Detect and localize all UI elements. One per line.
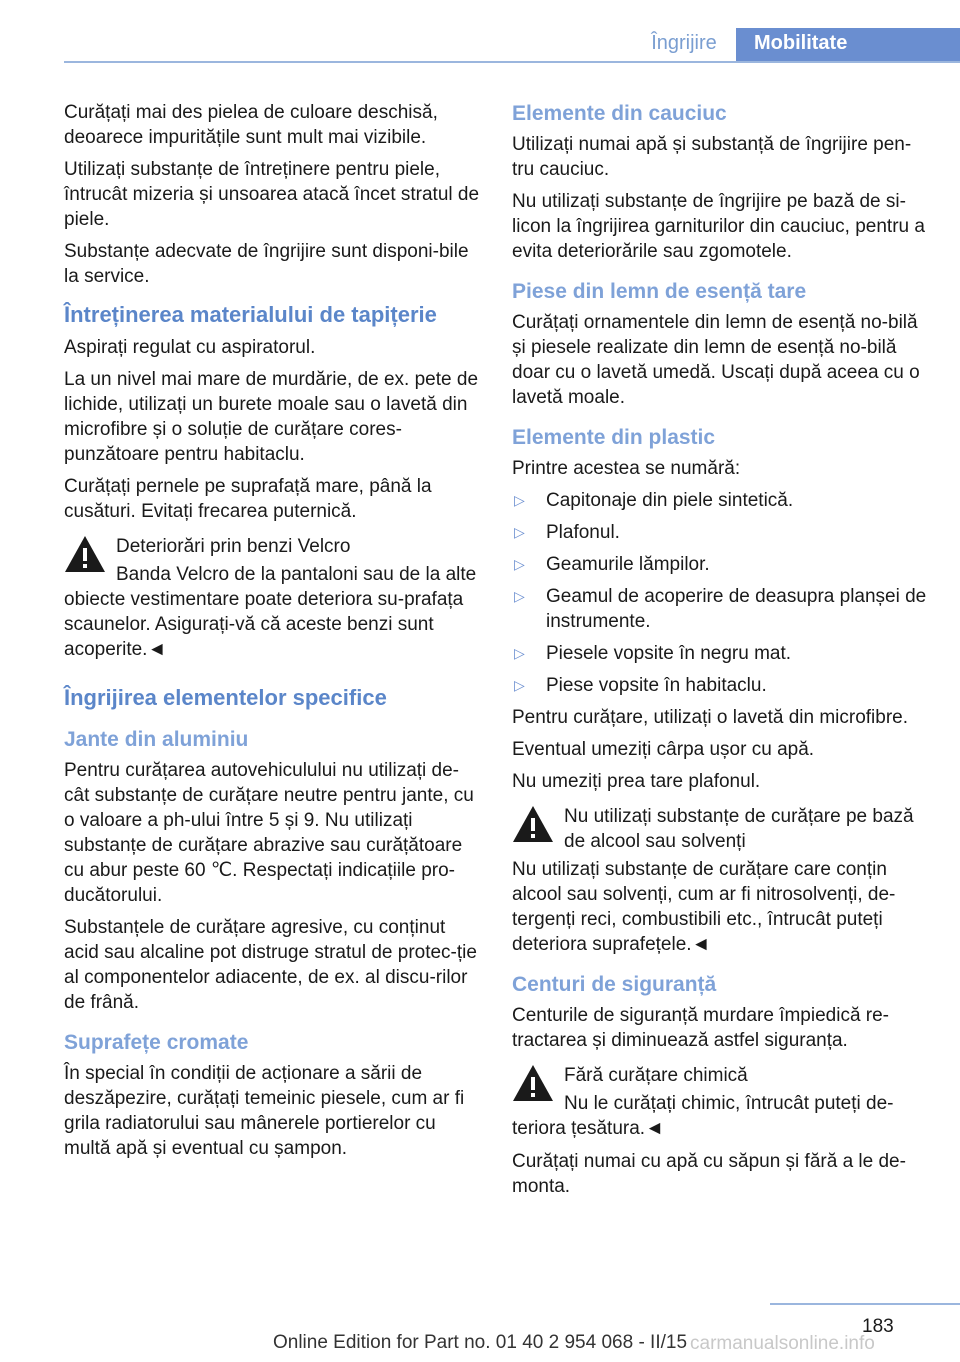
warning-block [64,534,482,662]
paragraph: Pentru curățare, utilizați o lavetă din microfibre. [512,707,909,728]
paragraph: Utilizați numai apă și substanță de îngrijire pen‐tru cauciuc. [512,134,912,180]
section-heading: Întreținerea materialului de tapițerie [64,302,437,327]
warning-title: Deteriorări prin benzi Velcro [116,536,351,557]
paragraph: Substanțe adecvate de îngrijire sunt disponi‐bile la service. [64,241,469,287]
paragraph: Eventual umeziți cârpa ușor cu apă. [512,739,815,760]
warning-body: Nu utilizați substanțe de curățare care conțin alcool sau solvenți, cum ar fi nitrosolvenți, de‐tergenți reci, combustibili etc., întrucât puteți deteriora suprafețele.◄ [512,859,896,955]
header-tab-mobilitate: Mobilitate [736,28,960,62]
warning-triangle-icon [512,1063,554,1103]
triangle-right-icon: ▷ [514,492,525,508]
subsection-heading: Jante din aluminiu [64,728,249,751]
warning-block [512,1063,930,1141]
list-item: ▷ Plafonul. [514,522,620,543]
section-heading: Îngrijirea elementelor specifice [64,685,387,710]
warning-triangle-icon [512,804,554,844]
header-rule [64,61,960,63]
paragraph: Curățați ornamentele din lemn de esență no‐bilă și piesele realizate din lemn de esență no‐bilă doar cu o lavetă umedă. Uscați după aceea cu o lavetă moale. [512,312,920,408]
warning-block [512,804,930,957]
watermark: carmanualsonline.info [690,1333,875,1354]
paragraph: Curățați numai cu apă cu săpun și fără a le de‐monta. [512,1151,906,1197]
triangle-right-icon: ▷ [514,556,525,572]
warning-body: Banda Velcro de la pantaloni sau de la alte obiecte vestimentare poate deteriora su‐prafața scaunelor. Asigurați-vă că aceste benzi sunt acoperite.◄ [64,564,477,660]
paragraph: Curățați pernele pe suprafață mare, până la cusături. Evitați frecarea puternică. [64,476,432,522]
right-column [512,100,930,1206]
page-number: 183 [862,1316,894,1337]
list-item: ▷ Piese vopsite în habitaclu. [514,675,767,696]
footer-rule [770,1303,960,1305]
paragraph: La un nivel mai mare de murdărie, de ex. pete de lichide, utilizați un burete moale sau o lavetă din microfibre și o soluție de curățare cores‐punzătoare pentru habitaclu. [64,369,479,465]
paragraph: Utilizați substanțe de întreținere pentru piele, întrucât mizeria și unsoarea atacă încet stratul de piele. [64,159,480,230]
subsection-heading: Elemente din plastic [512,426,716,449]
list-item: ▷ Capitonaje din piele sintetică. [514,490,794,511]
list-item: ▷ Piesele vopsite în negru mat. [514,643,792,664]
subsection-heading: Centuri de siguranță [512,973,717,996]
subsection-heading: Suprafețe cromate [64,1031,249,1054]
list-item: ▷ Geamul de acoperire de deasupra planșei de instrumente. [514,586,927,632]
warning-title: Fără curățare chimică [564,1065,748,1086]
triangle-right-icon: ▷ [514,588,525,604]
triangle-right-icon: ▷ [514,524,525,540]
paragraph: Curățați mai des pielea de culoare deschisă, deoarece impuritățile sunt mult mai vizibile. [64,102,438,148]
bullet-list [512,488,930,698]
triangle-right-icon: ▷ [514,677,525,693]
header-tab-ingrijire: Îngrijire [651,32,717,54]
paragraph: Centurile de siguranță murdare împiedică re‐tractarea și diminuează astfel siguranța. [512,1005,890,1051]
triangle-right-icon: ▷ [514,645,525,661]
warning-title: Nu utilizați substanțe de curățare pe bază de alcool sau solvenți [564,806,914,852]
edition-footer: Online Edition for Part no. 01 40 2 954 068 - II/15 [272,1332,688,1353]
warning-triangle-icon [64,534,106,574]
subsection-heading: Piese din lemn de esență tare [512,280,807,303]
warning-body: Nu le curățați chimic, întrucât puteți de‐teriora țesătura.◄ [512,1093,894,1139]
paragraph: În special în condiții de acționare a sării de deszăpezire, curățați temeinic piesele, cum ar fi grila radiatorului sau mânerele portierelor cu multă apă și eventual cu șampon. [64,1063,465,1159]
paragraph: Substanțele de curățare agresive, cu conținut acid sau alcaline pot distruge stratul de protec‐ție al componentelor adiacente, de ex. al discu‐rilor de frână. [64,917,477,1013]
paragraph: Printre acestea se numără: [512,458,741,479]
left-column [64,100,482,1168]
paragraph: Pentru curățarea autovehiculului nu utilizați de‐cât substanțe de curățare neutre pentru jante, cu o valoare a ph-ului între 5 și 9. Nu utilizați substanțe de curățare abrazive sau curățătoare cu abur peste 60 ℃. Respectați indicațiile pro‐ducătorului. [64,760,474,906]
list-item: ▷ Geamurile lămpilor. [514,554,710,575]
paragraph: Nu utilizați substanțe de îngrijire pe bază de si‐licon la îngrijirea garniturilor din cauciuc, pentru a evita deteriorările sau zgomotele. [512,191,925,262]
paragraph: Nu umeziți prea tare plafonul. [512,771,761,792]
paragraph: Aspirați regulat cu aspiratorul. [64,337,316,358]
subsection-heading: Elemente din cauciuc [512,102,727,125]
